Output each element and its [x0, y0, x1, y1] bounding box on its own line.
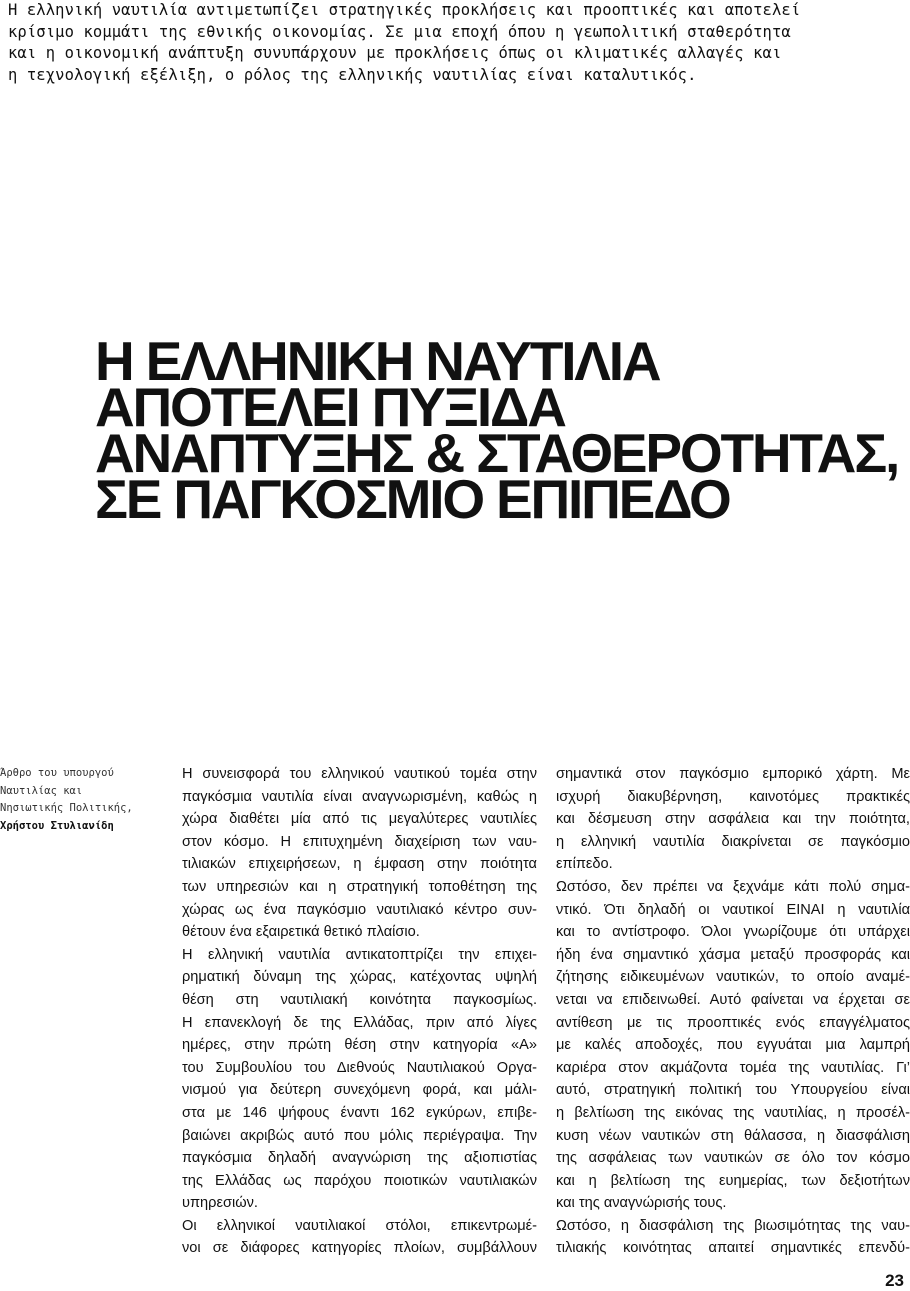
body-line: και της αναγνώρισής τους.: [556, 1195, 727, 1212]
headline-line: ΣΕ ΠΑΓΚΟΣΜΙΟ ΕΠΙΠΕΔΟ: [95, 468, 730, 530]
body-line: παγκόσμια δηλαδή αναγνώριση της αξιοπιστίας: [182, 1150, 537, 1167]
body-line: με καλές αποδοχές, που εγγυάται μια λαμπρή: [556, 1037, 910, 1054]
intro-line: Η ελληνική ναυτιλία αντιμετωπίζει στρατηγικές προκλήσεις και προοπτικές και αποτελεί: [8, 1, 801, 19]
body-line: στον κόσμο. Η επιτυχημένη διαχείριση των ναυ-: [182, 833, 537, 850]
body-line: και δέσμευση στην ασφάλεια και την ποιότητα,: [556, 811, 910, 828]
body-line: κυση νέων ναυτικών στη θάλασσα, η διασφάλιση: [556, 1127, 910, 1144]
body-line: ζήτησης ειδικευμένων ναυτικών, το οποίο αναμέ-: [556, 969, 910, 986]
body-line: Ωστόσο, δεν πρέπει να ξεχνάμε κάτι πολύ σημα-: [556, 878, 910, 895]
headline-line: Η ΕΛΛΗΝΙΚΗ ΝΑΥΤΙΛΙΑ: [95, 330, 660, 392]
body-line: θέση στη ναυτιλιακή κοινότητα παγκοσμίως.: [182, 991, 537, 1008]
body-line: Η επανεκλογή δε της Ελλάδας, πριν από λίγες: [182, 1014, 537, 1031]
body-line: της Ελλάδας ως παρόχου ποιοτικών ναυτιλιακών: [182, 1172, 537, 1189]
body-line: της ασφάλειας των ναυτικών σε όλο τον κόσμο: [556, 1150, 910, 1167]
body-line: υπηρεσιών.: [182, 1195, 258, 1212]
body-line: τιλιακής κοινότητας απαιτεί σημαντικές επενδύ-: [556, 1240, 910, 1257]
article-column-1: [182, 763, 537, 1260]
body-line: τιλιακών επιχειρήσεων, η έμφαση στην ποιότητα: [182, 856, 537, 873]
byline-author: Χρήστου Στυλιανίδη: [0, 819, 114, 832]
article-column-2: [556, 763, 910, 1260]
body-line: χώρα διαθέτει μία από τις μεγαλύτερες ναυτιλίες: [182, 811, 537, 828]
intro-line: κρίσιμο κομμάτι της εθνικής οικονομίας. Σε μια εποχή όπου η γεωπολιτική σταθερότητα: [8, 22, 791, 41]
article-headline: [95, 330, 910, 530]
body-line: Η συνεισφορά του ελληνικού ναυτικού τομέα στην: [182, 766, 537, 782]
intro-line: η τεχνολογική εξέλιξη, ο ρόλος της ελληνικής ναυτιλίας είναι καταλυτικός.: [8, 65, 697, 84]
body-line: Ωστόσο, η διασφάλιση της βιωσιμότητας της ναυ-: [556, 1217, 910, 1234]
intro-paragraph: [8, 0, 903, 86]
body-line: νοι σε διάφορες κατηγορίες πλοίων, συμβάλλουν: [182, 1240, 537, 1257]
body-line: του Συμβουλίου του Διεθνούς Ναυτιλιακού Οργα-: [182, 1059, 537, 1076]
body-line: παγκόσμια ναυτιλία είναι αναγνωρισμένη, καθώς η: [182, 788, 537, 805]
body-line: καριέρα στον ακμάζοντα τομέα της ναυτιλίας. Γι’: [556, 1059, 910, 1076]
body-line: Η ελληνική ναυτιλία αντικατοπτρίζει την επιχει-: [182, 946, 537, 963]
page-number: 23: [885, 1271, 904, 1290]
headline-line: ΑΠΟΤΕΛΕΙ ΠΥΞΙΔΑ: [95, 376, 565, 438]
body-line: σημαντικά στον παγκόσμιο εμπορικό χάρτη. Με: [556, 766, 910, 782]
byline: [0, 765, 165, 835]
body-line: ρηματική δύναμη της χώρας, κατέχοντας υψηλή: [182, 969, 537, 986]
body-line: ήδη ένα σημαντικό χάσμα μεταξύ προσφοράς και: [556, 946, 910, 963]
body-line: βαιώνει ακριβώς αυτό που μόλις περιέγραψα. Την: [182, 1127, 537, 1144]
body-line: ισχυρή διακυβέρνηση, καινοτόμες πρακτικές: [556, 788, 910, 805]
byline-line: Άρθρο του υπουργού: [0, 767, 114, 779]
body-line: και το αντίστροφο. Όλοι γνωρίζουμε ότι υπάρχει: [556, 924, 910, 941]
body-line: η βελτίωση της εικόνας της ναυτιλίας, η προσέλ-: [556, 1104, 910, 1121]
headline-line: ΑΝΑΠΤΥΞΗΣ & ΣΤΑΘΕΡΟΤΗΤΑΣ,: [95, 422, 899, 484]
body-line: ντικό. Ότι δηλαδή οι ναυτικοί ΕΙΝΑΙ η ναυτιλία: [556, 901, 910, 918]
body-line: αυτό, στρατηγική πολιτική του Υπουργείου είναι: [556, 1082, 910, 1099]
body-line: στα με 146 ψήφους έναντι 162 εγκύρων, επιβε-: [182, 1104, 537, 1121]
body-line: νεται να επιδεινωθεί. Αυτό φαίνεται να έρχεται σε: [556, 991, 910, 1008]
intro-line: και η οικονομική ανάπτυξη συνυπάρχουν με προκλήσεις όπως οι κλιματικές αλλαγές και: [8, 44, 782, 62]
body-line: ημέρες, στην πρώτη θέση στην κατηγορία «Α»: [182, 1037, 537, 1054]
byline-line: Ναυτιλίας και: [0, 784, 83, 797]
body-line: Οι ελληνικοί ναυτιλιακοί στόλοι, επικεντρωμέ-: [182, 1217, 537, 1234]
body-line: νισμού για δεύτερη συνεχόμενη φορά, και μάλι-: [182, 1082, 537, 1099]
body-line: αντίθεση με τις προοπτικές ενός επαγγέλματος: [556, 1014, 910, 1031]
body-line: χώρας ως ένα παγκόσμιο ναυτιλιακό κέντρο συν-: [182, 901, 537, 918]
body-line: των υπηρεσιών και η στρατηγική τοποθέτηση της: [182, 878, 537, 895]
byline-line: Νησιωτικής Πολιτικής,: [0, 802, 133, 814]
body-line: επίπεδο.: [556, 856, 613, 873]
body-line: και η βελτίωση της ευημερίας, των δεξιοτήτων: [556, 1172, 910, 1189]
body-line: θέτουν ένα εξαιρετικά θετικό πλαίσιο.: [182, 924, 420, 941]
body-line: η ελληνική ναυτιλία διακρίνεται σε παγκόσμιο: [556, 833, 910, 850]
